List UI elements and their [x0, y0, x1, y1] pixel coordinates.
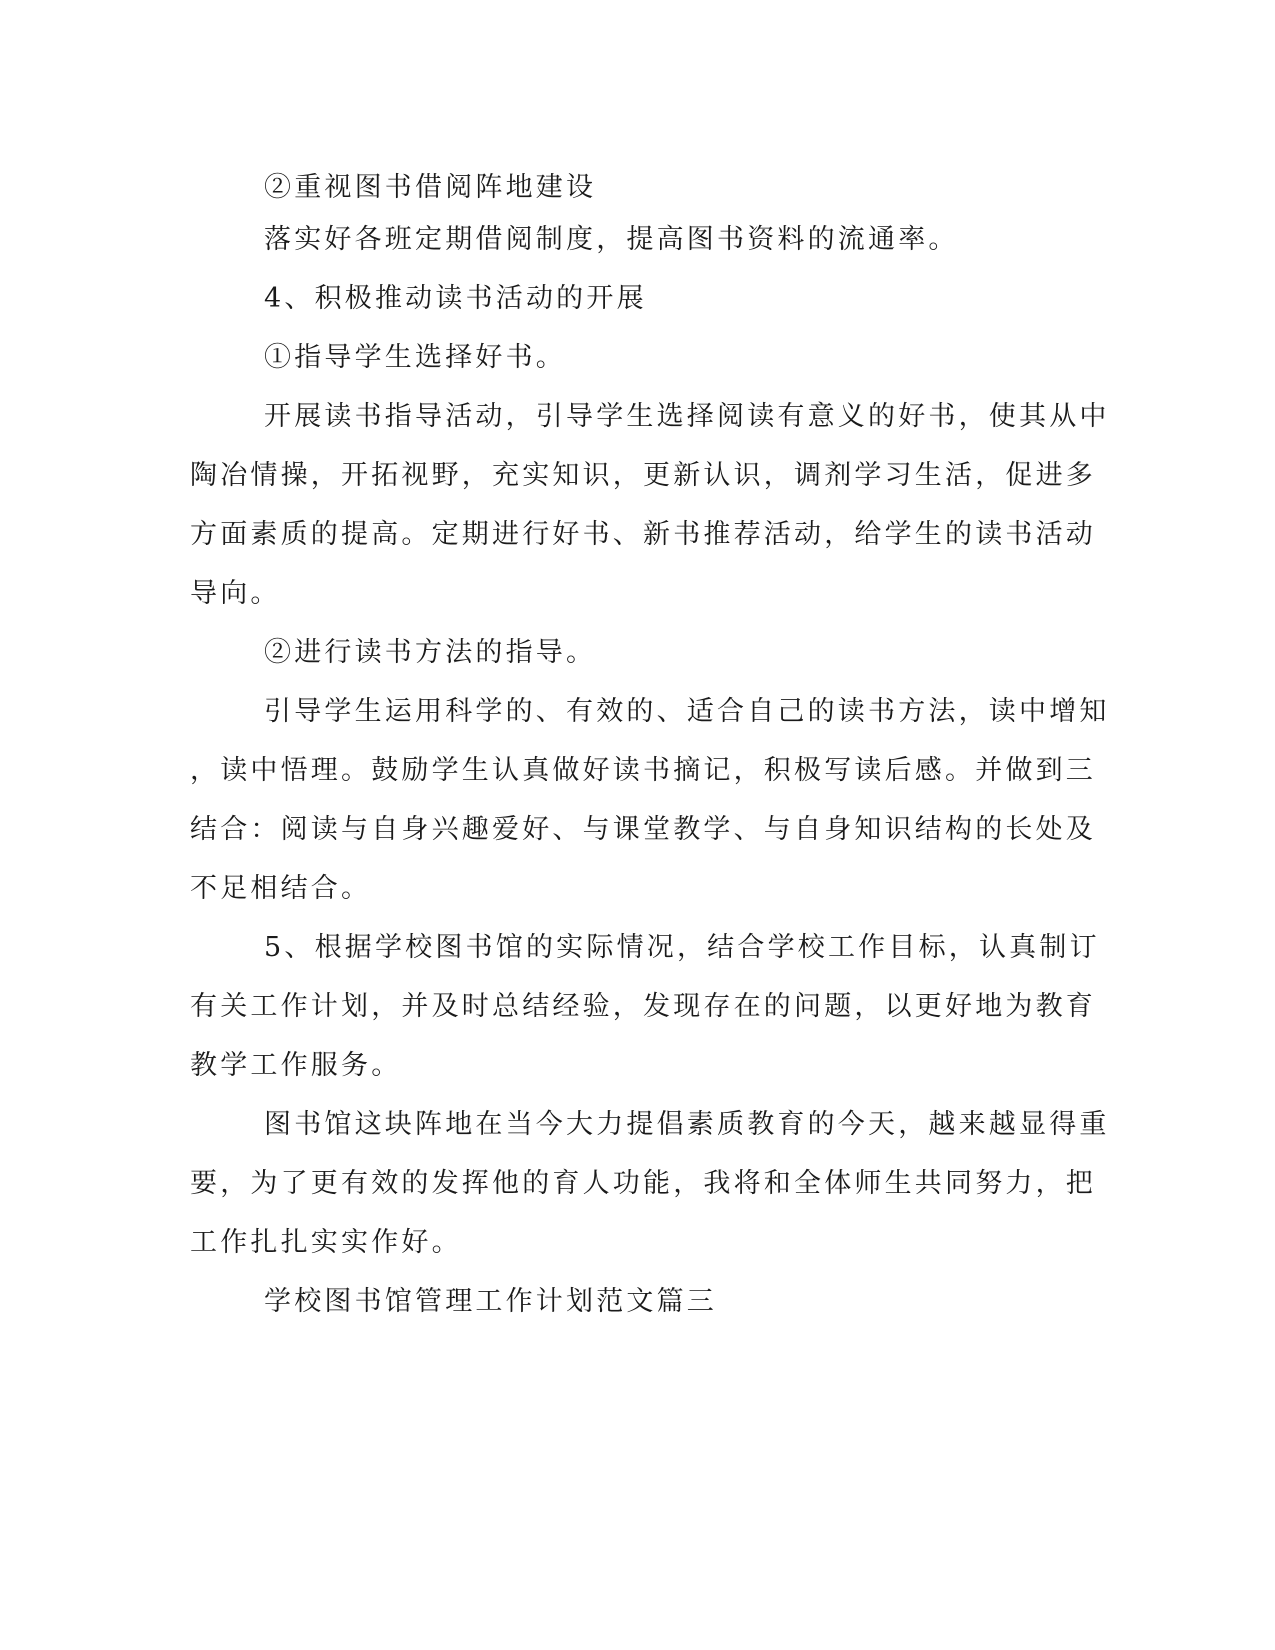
paragraph-line: ，读中悟理。鼓励学生认真做好读书摘记，积极写读后感。并做到三 [190, 755, 1096, 786]
paragraph-line: 落实好各班定期借阅制度，提高图书资料的流通率。 [264, 224, 959, 255]
section-heading-reading-activities: 4、积极推动读书活动的开展 [264, 283, 647, 314]
subheading-library-lending: ②重视图书借阅阵地建设 [264, 172, 597, 203]
subheading-reading-methods: ②进行读书方法的指导。 [264, 637, 597, 668]
paragraph-line: 教学工作服务。 [190, 1050, 402, 1081]
paragraph-line: 工作扎扎实实作好。 [190, 1227, 462, 1258]
paragraph-line: 陶冶情操，开拓视野，充实知识，更新认识，调剂学习生活，促进多 [190, 460, 1096, 491]
paragraph-line: 要，为了更有效的发挥他的育人功能，我将和全体师生共同努力，把 [190, 1168, 1096, 1199]
section-heading-work-plan: 5、根据学校图书馆的实际情况，结合学校工作目标，认真制订 [264, 932, 1100, 963]
subheading-choose-books: ①指导学生选择好书。 [264, 342, 566, 373]
paragraph-line: 引导学生运用科学的、有效的、适合自己的读书方法，读中增知 [264, 696, 1110, 727]
article-title-part-three: 学校图书馆管理工作计划范文篇三 [264, 1286, 717, 1317]
paragraph-line: 导向。 [190, 578, 281, 609]
paragraph-line: 有关工作计划，并及时总结经验，发现存在的问题，以更好地为教育 [190, 991, 1096, 1022]
paragraph-line: 开展读书指导活动，引导学生选择阅读有意义的好书，使其从中 [264, 401, 1110, 432]
paragraph-line: 图书馆这块阵地在当今大力提倡素质教育的今天，越来越显得重 [264, 1109, 1110, 1140]
paragraph-line: 结合：阅读与自身兴趣爱好、与课堂教学、与自身知识结构的长处及 [190, 814, 1096, 845]
paragraph-line: 方面素质的提高。定期进行好书、新书推荐活动，给学生的读书活动 [190, 519, 1096, 550]
paragraph-line: 不足相结合。 [190, 873, 372, 904]
